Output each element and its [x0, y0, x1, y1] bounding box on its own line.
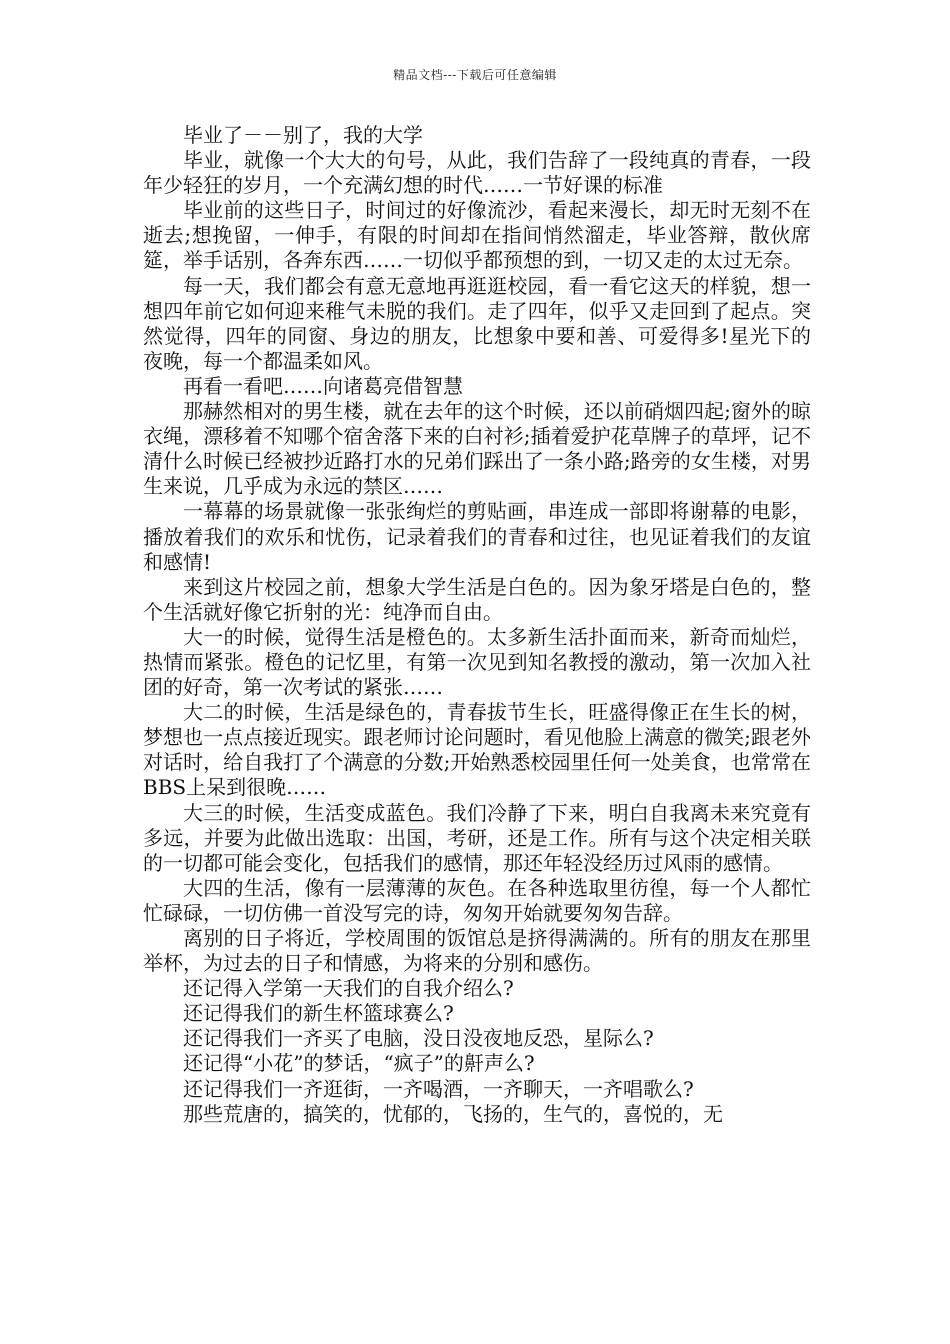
article-title: 毕业了－－别了，我的大学 [183, 123, 423, 147]
paragraph: 还记得我们一齐买了电脑，没日没夜地反恐，星际么? [183, 1026, 654, 1051]
paragraph: 还记得我们一齐逛街，一齐喝酒，一齐聊天，一齐唱歌么? [183, 1076, 694, 1101]
paragraph: 大二的时候，生活是绿色的，青春拔节生长，旺盛得像正在生长的树，梦想也一点点接近现实。跟老师讨论问题时，看见他脸上满意的微笑;跟老外对话时，给自我打了个满意的分数;开始熟悉校园里任何一处美食，也常常在BBS上呆到很晚…… [143, 700, 811, 800]
paragraph: 离别的日子将近，学校周围的饭馆总是挤得满满的。所有的朋友在那里举杯，为过去的日子和情感，为将来的分别和感伤。 [143, 926, 811, 976]
paragraph: 一幕幕的场景就像一张张绚烂的剪贴画，串连成一部即将谢幕的电影，播放着我们的欢乐和忧伤，记录着我们的青春和过往，也见证着我们的友谊和感情! [143, 499, 811, 574]
paragraph: 每一天，我们都会有意无意地再逛逛校园，看一看它这天的样貌，想一想四年前它如何迎来稚气未脱的我们。走了四年，似乎又走回到了起点。突然觉得，四年的同窗、身边的朋友，比想象中要和善、可爱得多!星光下的夜晚，每一个都温柔如风。 [143, 273, 811, 373]
paragraph: 大四的生活，像有一层薄薄的灰色。在各种选取里彷徨，每一个人都忙忙碌碌，一切仿佛一首没写完的诗，匆匆开始就要匆匆告辞。 [143, 875, 811, 925]
paragraph: 还记得我们的新生杯篮球赛么? [183, 1001, 454, 1026]
paragraph: 那赫然相对的男生楼，就在去年的这个时候，还以前硝烟四起;窗外的晾衣绳，漂移着不知哪个宿舍落下来的白衬衫;插着爱护花草牌子的草坪，记不清什么时候已经被抄近路打水的兄弟们踩出了一条小路;路旁的女生楼，对男生来说，几乎成为永远的禁区…… [143, 399, 811, 499]
paragraph: 大一的时候，觉得生活是橙色的。太多新生活扑面而来，新奇而灿烂，热情而紧张。橙色的记忆里，有第一次见到知名教授的激动，第一次加入社团的好奇，第一次考试的紧张…… [143, 624, 811, 700]
paragraph: 毕业，就像一个大大的句号，从此，我们告辞了一段纯真的青春，一段年少轻狂的岁月，一个充满幻想的时代……一节好课的标准 [143, 148, 811, 198]
paragraph: 毕业前的这些日子，时间过的好像流沙，看起来漫长，却无时无刻不在逝去;想挽留，一伸手，有限的时间却在指间悄然溜走，毕业答辩，散伙席筵，举手话别，各奔东西……一切似乎都预想的到，一切又走的太过无奈。 [143, 198, 811, 273]
paragraph: 来到这片校园之前，想象大学生活是白色的。因为象牙塔是白色的，整个生活就好像它折射的光：纯净而自由。 [143, 574, 811, 624]
article-body [143, 123, 811, 1127]
paragraph: 还记得“小花”的梦话，“疯子”的鼾声么? [183, 1051, 535, 1076]
paragraph: 那些荒唐的，搞笑的，忧郁的，飞扬的，生气的，喜悦的，无 [183, 1101, 723, 1126]
paragraph: 还记得入学第一天我们的自我介绍么? [183, 976, 514, 1001]
paragraph: 再看一看吧……向诸葛亮借智慧 [183, 373, 463, 398]
paragraph: 大三的时候，生活变成蓝色。我们冷静了下来，明白自我离未来究竟有多远，并要为此做出选取：出国，考研，还是工作。所有与这个决定相关联的一切都可能会变化，包括我们的感情，那还年轻没经历过风雨的感情。 [143, 800, 811, 875]
page-header: 精品文档---下载后可任意编辑 [393, 68, 557, 82]
